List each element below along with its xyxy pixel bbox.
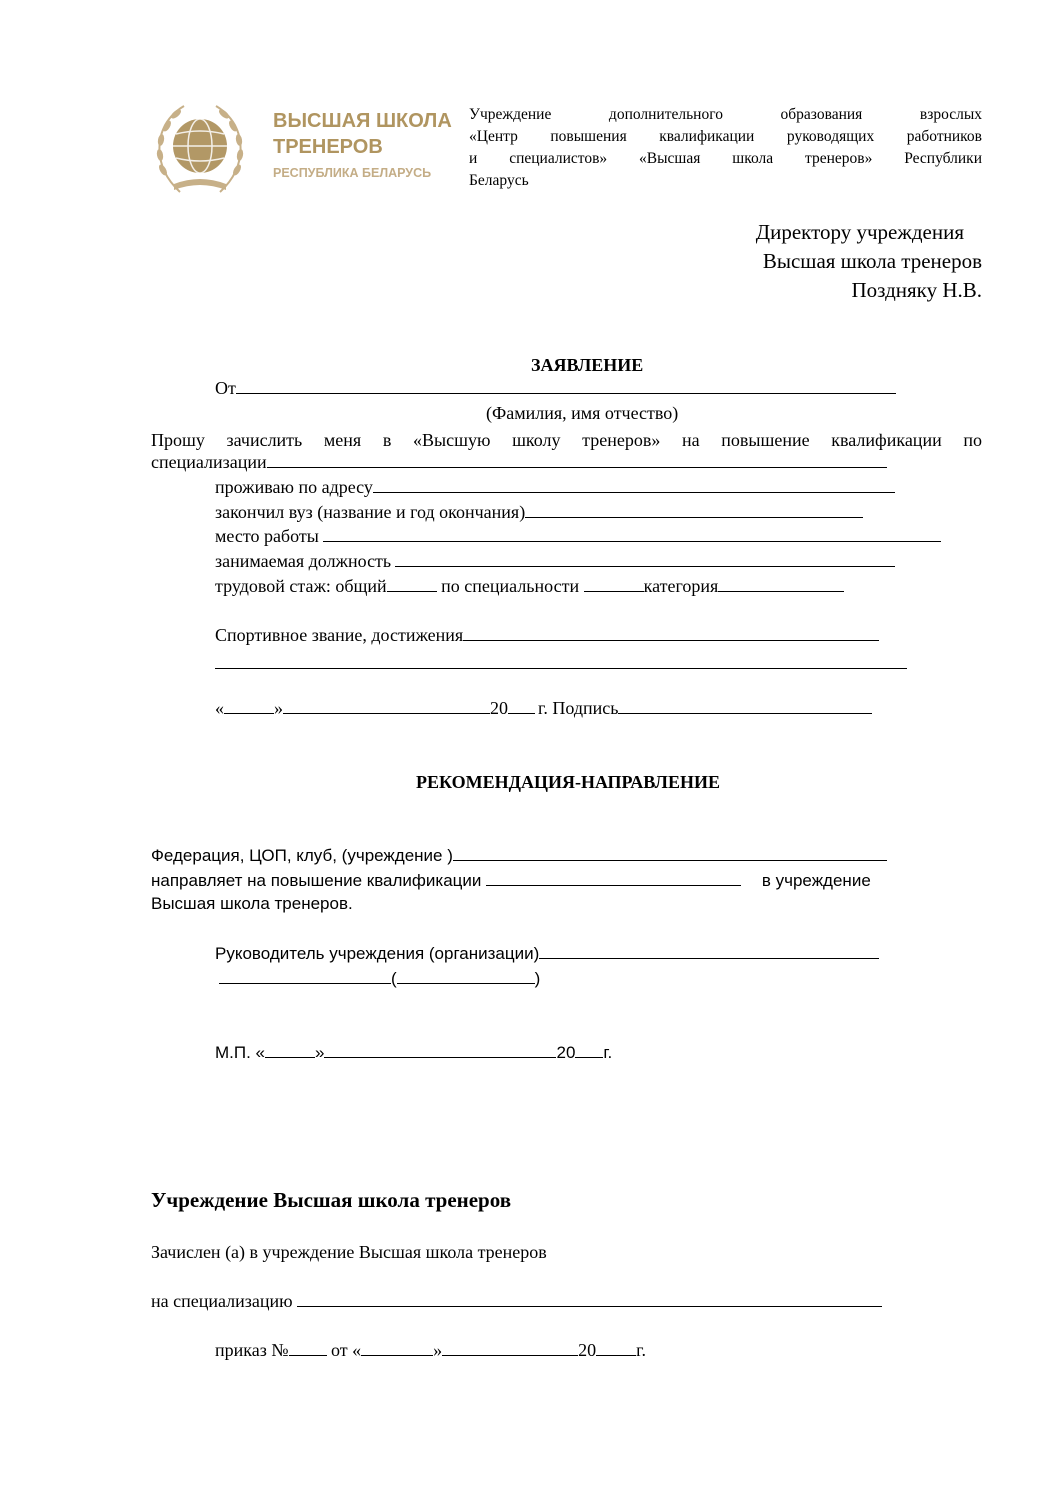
recommendation-title: РЕКОМЕНДАЦИЯ-НАПРАВЛЕНИЕ [416,772,720,792]
address-label: проживаю по адресу [215,477,373,497]
month-field[interactable] [283,698,490,714]
sends-label: направляет на повышение квалификации [151,871,482,890]
institution-line1: Учреждение дополнительного образования взрослых [469,106,982,123]
category-label: категория [643,576,719,596]
application-title: ЗАЯВЛЕНИЕ [531,355,644,375]
stamp-year-suffix: г. [603,1043,613,1062]
signature-label: г. Подпись [538,698,619,718]
order-from-label: от « [331,1340,362,1360]
specialty-experience-label: по специальности [441,576,580,596]
specialization-row [151,452,887,473]
quote-open: « [215,698,224,718]
order-year-field[interactable] [596,1340,636,1356]
stamp-year-prefix: 20 [556,1043,576,1062]
order-year-prefix: 20 [578,1340,597,1360]
application-date-sign-row [215,698,872,719]
logo-text-line1: ВЫСШАЯ ШКОЛА [273,110,452,132]
order-month-field[interactable] [442,1340,578,1356]
stamp-year-field[interactable] [575,1042,603,1058]
position-label: занимаемая должность [215,551,392,571]
to-institution-label: в учреждение [761,871,871,890]
stamp-day-field[interactable] [265,1042,315,1058]
year-prefix: 20 [490,698,508,718]
order-day-field[interactable] [361,1340,433,1356]
addressee-line3: Поздняку Н.В. [851,278,982,302]
enroll-specialization-row [151,1291,882,1312]
logo-text-line2: ТРЕНЕРОВ [273,136,383,158]
paren-open: ( [391,969,397,988]
addressee-line1: Директору учреждения [755,220,964,244]
order-number-field[interactable] [289,1340,327,1356]
university-row [215,502,863,523]
workplace-field[interactable] [323,526,941,542]
workplace-label: место работы [215,526,319,546]
position-row [215,551,895,572]
enroll-specialization-label: на специализацию [151,1291,293,1311]
school-emblem-icon [150,100,250,200]
address-field[interactable] [373,477,895,493]
quote-close: » [274,698,283,718]
stamp-quote-close: » [315,1043,325,1062]
federation-field[interactable] [453,845,887,861]
sport-achievements-label: Спортивное звание, достижения [215,625,464,645]
logo-text-line3: РЕСПУБЛИКА БЕЛАРУСЬ [273,166,432,180]
specialty-experience-field[interactable] [584,576,644,592]
specialization-label: специализации [151,452,267,472]
paren-close: ) [534,969,541,988]
year-field[interactable] [508,698,535,714]
order-quote-close: » [433,1340,443,1360]
order-row [215,1340,646,1361]
sends-field[interactable] [486,870,741,886]
enrolled-label: Зачислен (а) в учреждение Высшая школа тренеров [151,1242,547,1262]
signature-field[interactable] [618,698,872,714]
enroll-specialization-field[interactable] [297,1291,882,1307]
specialization-field[interactable] [267,452,887,468]
university-field[interactable] [525,502,863,518]
institution-line2: «Центр повышения квалификации руководящих работников [469,128,982,145]
institution-line3: и специалистов» «Высшая школа тренеров» Республики [469,150,982,167]
full-name-field[interactable] [236,378,896,394]
day-field[interactable] [224,698,274,714]
total-experience-field[interactable] [387,576,437,592]
institution-header [469,104,982,192]
university-label: закончил вуз (название и год окончания) [215,502,526,522]
federation-label: Федерация, ЦОП, клуб, (учреждение ) [151,846,453,865]
experience-row [215,576,844,597]
workplace-row [215,526,941,547]
order-year-suffix: г. [636,1340,647,1360]
stamp-date-row [215,1042,612,1063]
address-row [215,477,895,498]
sport-row [215,625,879,646]
experience-label: трудовой стаж: общий [215,576,387,596]
order-label: приказ № [215,1340,289,1360]
sport-achievements-field-2[interactable] [215,668,907,669]
position-field[interactable] [395,551,895,567]
federation-row [151,845,887,866]
institution-name: Высшая школа тренеров. [151,894,353,913]
stamp-label: М.П. « [215,1043,266,1062]
name-hint: (Фамилия, имя отчество) [486,403,679,423]
head-row [215,943,879,964]
category-field[interactable] [718,576,844,592]
from-label: От [215,378,236,398]
head-field[interactable] [539,943,879,959]
head-name-field[interactable] [397,968,535,984]
addressee-line2: Высшая школа тренеров [762,249,982,273]
sport-achievements-field[interactable] [463,625,879,641]
head-signature-row [219,968,540,989]
sends-row [151,870,871,891]
stamp-month-field[interactable] [324,1042,556,1058]
head-signature-field[interactable] [219,968,391,984]
enrollment-title: Учреждение Высшая школа тренеров [151,1188,512,1212]
head-label: Руководитель учреждения (организации) [215,944,540,963]
request-line1: Прошу зачислить меня в «Высшую школу тренеров» на повышение квалификации по [151,430,982,450]
from-row [215,378,896,399]
institution-line4: Беларусь [469,172,529,189]
